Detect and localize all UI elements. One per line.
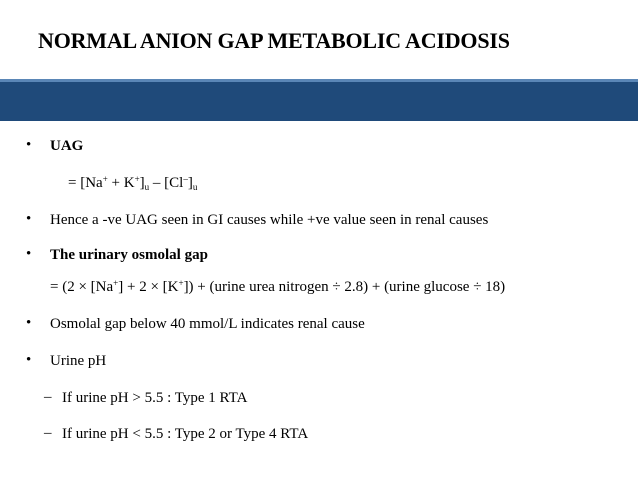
urine-ph-item: If urine pH < 5.5 : Type 2 or Type 4 RTA bbox=[62, 426, 309, 442]
urine-ph-item: If urine pH > 5.5 : Type 1 RTA bbox=[62, 390, 248, 406]
bullet-icon: • bbox=[26, 352, 32, 368]
dash-icon: – bbox=[44, 389, 52, 405]
dash-icon: – bbox=[44, 425, 52, 441]
urine-ph-label: Urine pH bbox=[50, 353, 107, 369]
uag-formula: = $[Na^+ + K^+]_u - [Cl^-]_u$ bbox=[68, 174, 198, 192]
bullet-icon: • bbox=[26, 246, 32, 262]
bullet-icon: • bbox=[26, 211, 32, 227]
title-band bbox=[0, 82, 638, 121]
osmolal-below-text: Osmolal gap below 40 mmol/L indicates renal cause bbox=[50, 316, 365, 332]
osmolal-gap-formula: = (2 × [Na+] + 2 × [K+]) + (urine urea nitrogen ÷ 2.8) + (urine glucose ÷ 18) bbox=[50, 278, 506, 295]
bullet-icon: • bbox=[26, 137, 32, 153]
osmolal-gap-label: The urinary osmolal gap bbox=[50, 247, 208, 263]
slide-title: NORMAL ANION GAP METABOLIC ACIDOSIS bbox=[38, 28, 510, 53]
uag-label: UAG bbox=[50, 138, 84, 154]
bullet-icon: • bbox=[26, 315, 32, 331]
hence-text: Hence a -ve UAG seen in GI causes while +ve value seen in renal causes bbox=[50, 212, 489, 228]
